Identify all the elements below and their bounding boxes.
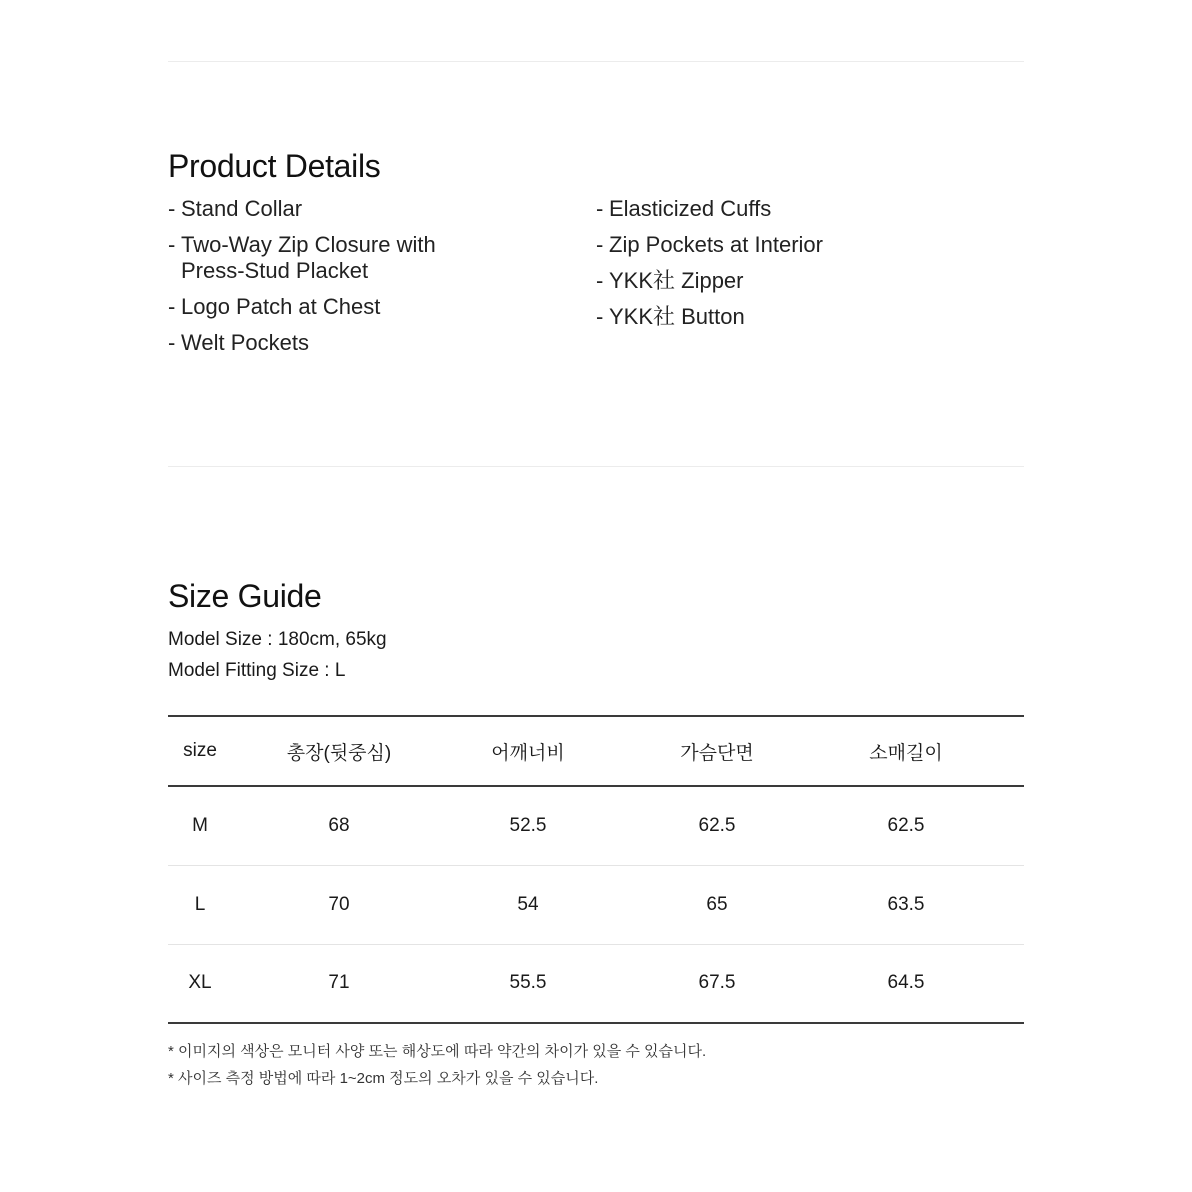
table-header-row	[168, 716, 1024, 786]
detail-item	[168, 330, 436, 356]
cell-total-length: 71	[328, 972, 350, 994]
product-details-title: Product Details	[168, 148, 381, 184]
detail-item-text: YKK社 Zipper	[609, 268, 744, 293]
detail-item	[168, 232, 436, 284]
cell-chest-width: 62.5	[698, 814, 736, 836]
cell-size: XL	[188, 972, 212, 994]
color-disclaimer-note: * 이미지의 색상은 모니터 사양 또는 해상도에 따라 약간의 차이가 있을 수 있습니다.	[168, 1043, 707, 1060]
size-guide-title: Size Guide	[168, 578, 322, 614]
detail-item	[596, 232, 823, 258]
cell-shoulder-width: 55.5	[509, 972, 547, 994]
cell-size: M	[192, 814, 208, 836]
model-fitting-size-text: Model Fitting Size : L	[168, 660, 346, 681]
header-total-length: 총장(뒷중심)	[286, 742, 392, 764]
header-spacer	[988, 716, 1024, 786]
cell-shoulder-width: 54	[517, 893, 539, 915]
detail-item	[596, 196, 823, 222]
product-details-right-list	[596, 196, 823, 340]
top-divider	[168, 61, 1024, 62]
header-size: size	[183, 740, 217, 761]
table-row	[168, 786, 1024, 865]
cell-sleeve-length: 64.5	[887, 972, 925, 994]
detail-item	[596, 304, 823, 330]
cell-total-length: 68	[328, 814, 350, 836]
product-details-left-list	[168, 196, 436, 366]
header-sleeve-length: 소매길이	[869, 742, 943, 764]
detail-item	[596, 268, 823, 294]
measurement-disclaimer-note: * 사이즈 측정 방법에 따라 1~2cm 정도의 오차가 있을 수 있습니다.	[168, 1070, 599, 1087]
cell-sleeve-length: 63.5	[887, 893, 925, 915]
cell-chest-width: 65	[706, 893, 728, 915]
middle-divider	[168, 466, 1024, 467]
detail-item-text: Press-Stud Placket	[181, 258, 369, 283]
detail-item-text: Elasticized Cuffs	[609, 196, 772, 221]
header-chest-width: 가슴단면	[680, 742, 754, 764]
detail-item-text: Welt Pockets	[181, 330, 309, 355]
detail-item-text: Zip Pockets at Interior	[609, 232, 823, 257]
detail-item-text: Logo Patch at Chest	[181, 294, 381, 319]
cell-spacer	[988, 944, 1024, 1023]
cell-spacer	[988, 865, 1024, 944]
cell-total-length: 70	[328, 893, 350, 915]
cell-sleeve-length: 62.5	[887, 814, 925, 836]
cell-spacer	[988, 786, 1024, 865]
detail-item-text: YKK社 Button	[609, 304, 745, 329]
detail-item-text: Stand Collar	[181, 196, 303, 221]
detail-item	[168, 196, 436, 222]
cell-shoulder-width: 52.5	[509, 814, 547, 836]
model-size-text: Model Size : 180cm, 65kg	[168, 629, 387, 650]
cell-chest-width: 67.5	[698, 972, 736, 994]
detail-item	[168, 294, 436, 320]
header-shoulder-width: 어깨너비	[491, 742, 565, 764]
cell-size: L	[194, 893, 206, 915]
detail-item-text: Two-Way Zip Closure with	[181, 232, 436, 257]
table-row	[168, 944, 1024, 1023]
size-table	[168, 715, 1024, 1024]
table-row	[168, 865, 1024, 944]
